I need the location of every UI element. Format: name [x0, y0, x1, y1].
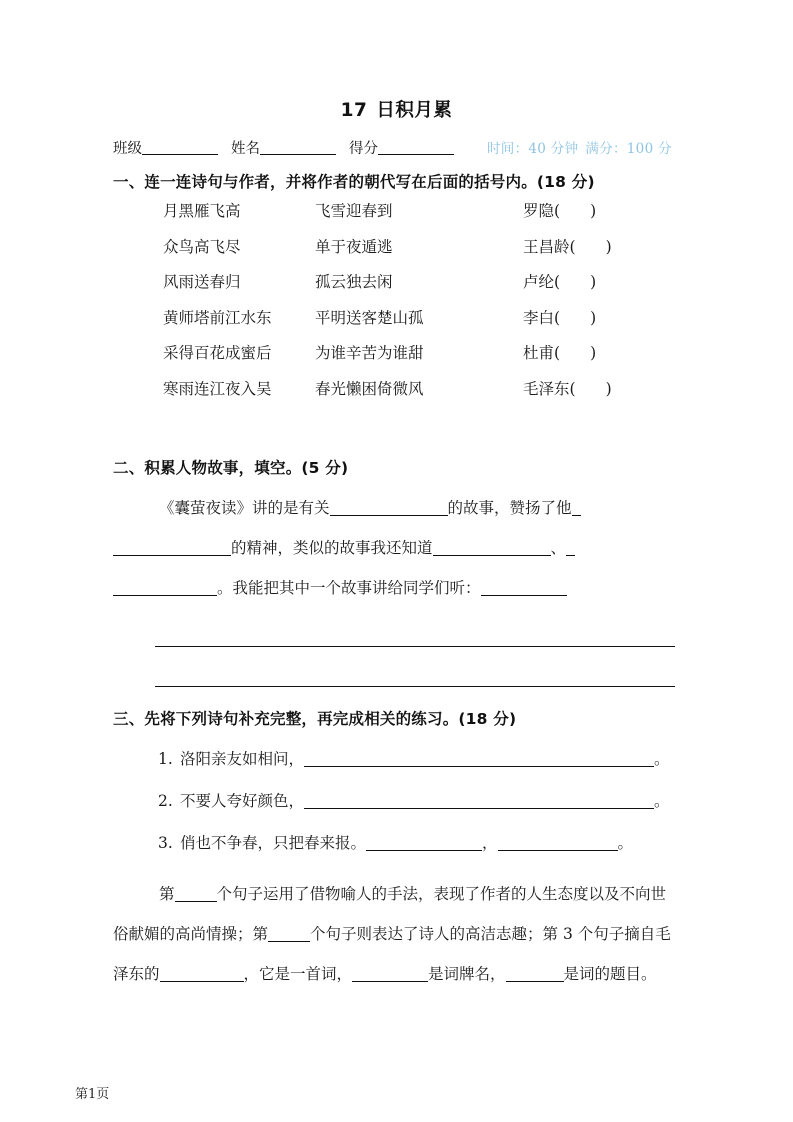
- sec2-text-e: 。我能把其中一个故事讲给同学们听：: [217, 579, 481, 597]
- poem-line-middle[interactable]: 孤云独去闲: [315, 273, 393, 291]
- closing-text-1: 第: [159, 885, 175, 903]
- list-item: [158, 794, 670, 810]
- item-3-blank-1[interactable]: [366, 850, 482, 851]
- paren-close: ): [590, 308, 597, 327]
- poem-line-middle[interactable]: 平明送客楚山孤: [315, 308, 424, 327]
- closing-text-6: ，它是一首词，: [243, 965, 353, 983]
- author-cell[interactable]: [523, 204, 653, 240]
- sec2-text-c: 的精神，类似的故事我还知道: [231, 539, 433, 557]
- author-cell[interactable]: [523, 275, 653, 311]
- list-item: [158, 836, 633, 852]
- author-name: 罗隐(: [523, 202, 561, 220]
- table-row: [163, 382, 653, 418]
- item-1-blank[interactable]: [304, 766, 654, 767]
- paren-close: ): [605, 379, 612, 398]
- name-blank[interactable]: [260, 154, 336, 155]
- poem-line-middle[interactable]: 为谁辛苦为谁甜: [315, 344, 424, 362]
- section-2-body: [113, 488, 679, 608]
- item-number: 1.: [158, 750, 173, 768]
- poem-line-left[interactable]: 采得百花成蜜后: [163, 344, 272, 362]
- closing-text-3: 度以及不向世俗献媚的高尚情操；第: [113, 885, 667, 943]
- score-field: [349, 141, 454, 157]
- section-1-heading: 一、连一连诗句与作者，并将作者的朝代写在后面的括号内。(18 分): [113, 173, 595, 191]
- time-label: 时间：: [487, 141, 529, 157]
- author-cell[interactable]: [523, 237, 653, 276]
- score-blank[interactable]: [378, 154, 454, 155]
- table-row: [163, 240, 653, 276]
- paren-close: ): [590, 273, 597, 291]
- closing-text-8: 是词的题目。: [563, 965, 657, 983]
- class-blank[interactable]: [142, 154, 218, 155]
- title-number: 17: [340, 100, 368, 121]
- time-value: 40 分钟: [528, 141, 579, 157]
- item-mid: ，: [482, 834, 498, 852]
- writing-line[interactable]: [155, 686, 675, 687]
- poem-line-left[interactable]: 黄师塔前江水东: [163, 308, 272, 327]
- closing-text-7: 是词牌名，: [428, 965, 506, 983]
- table-row: [163, 275, 653, 311]
- item-text: 洛阳亲友如相问，: [180, 750, 305, 768]
- author-name: 李白(: [523, 308, 561, 327]
- item-end: 。: [654, 792, 670, 810]
- author-cell[interactable]: [523, 308, 653, 347]
- class-field: [113, 141, 218, 157]
- page-footer: 第1页: [75, 1087, 110, 1102]
- paren-close: ): [590, 344, 597, 362]
- poem-line-left[interactable]: 风雨送春归: [163, 273, 241, 291]
- sec2-blank-2[interactable]: [113, 555, 231, 556]
- poem-line-middle[interactable]: 春光懒困倚微风: [315, 379, 424, 398]
- closing-blank-5[interactable]: [506, 981, 564, 982]
- exam-meta: [487, 141, 672, 157]
- item-text: 俏也不争春，只把春来报。: [180, 834, 367, 852]
- poem-line-left[interactable]: 寒雨连江夜入吴: [163, 379, 272, 398]
- closing-text-2: 个句子运用了借物喻人的手法，表现了作者的人生态: [216, 885, 574, 903]
- closing-text-5: 高洁志趣；第 3 个句子摘自毛泽东的: [113, 925, 671, 983]
- item-2-blank[interactable]: [304, 808, 654, 809]
- section-3-heading: 三、先将下列诗句补充完整，再完成相关的练习。(18 分): [113, 710, 517, 728]
- closing-blank-1[interactable]: [175, 901, 217, 902]
- section-2-heading: 二、积累人物故事，填空。(5 分): [113, 459, 349, 477]
- table-row: [163, 311, 653, 347]
- closing-blank-3[interactable]: [160, 981, 244, 982]
- title-text: 日积月累: [376, 100, 453, 121]
- paren-close: ): [605, 237, 612, 256]
- sec2-blank-3[interactable]: [433, 555, 551, 556]
- total-label: 满分：: [585, 141, 627, 157]
- page-title: [0, 96, 793, 122]
- writing-line[interactable]: [155, 646, 675, 647]
- item-number: 3.: [158, 834, 173, 852]
- student-info-line: [113, 137, 713, 158]
- sec2-blank-4[interactable]: [113, 595, 217, 596]
- table-row: [163, 346, 653, 382]
- poem-line-left[interactable]: 月黑雁飞高: [163, 202, 241, 220]
- item-end: 。: [617, 834, 634, 852]
- section-3-closing-paragraph: [113, 874, 679, 994]
- poem-line-middle[interactable]: 单于夜遁逃: [315, 237, 393, 256]
- poem-line-middle[interactable]: 飞雪迎春到: [315, 202, 393, 220]
- sec2-blank-1[interactable]: [330, 515, 448, 516]
- name-field: [231, 141, 336, 157]
- paren-close: ): [590, 202, 597, 220]
- closing-blank-2[interactable]: [268, 941, 310, 942]
- name-label: 姓名: [231, 141, 260, 157]
- sec2-blank-2-start[interactable]: [572, 515, 581, 516]
- item-number: 2.: [158, 792, 173, 810]
- sec2-text-b: 的故事，赞扬了他: [447, 499, 572, 517]
- author-cell[interactable]: [523, 379, 653, 418]
- sec2-blank-4-start[interactable]: [566, 555, 575, 556]
- author-name: 王昌龄(: [523, 237, 576, 256]
- author-name: 毛泽东(: [523, 379, 576, 398]
- sec2-text-a: 《囊萤夜读》讲的是有关: [159, 499, 330, 517]
- score-label: 得分: [349, 141, 378, 157]
- sec2-blank-5[interactable]: [481, 595, 567, 596]
- author-name: 卢纶(: [523, 273, 561, 291]
- poem-author-matching-table: [163, 204, 653, 417]
- author-cell[interactable]: [523, 346, 653, 382]
- total-value: 100 分: [626, 141, 672, 157]
- class-label: 班级: [113, 141, 142, 157]
- sec2-text-d: 、: [550, 539, 567, 557]
- list-item: [158, 752, 670, 768]
- author-name: 杜甫(: [523, 344, 561, 362]
- poem-line-left[interactable]: 众鸟高飞尽: [163, 237, 241, 256]
- item-end: 。: [654, 750, 670, 768]
- item-text: 不要人夸好颜色，: [180, 792, 305, 810]
- table-row: [163, 204, 653, 240]
- item-3-blank-2[interactable]: [498, 850, 618, 851]
- closing-blank-4[interactable]: [352, 981, 428, 982]
- closing-text-4: 个句子则表达了诗人的: [310, 925, 466, 943]
